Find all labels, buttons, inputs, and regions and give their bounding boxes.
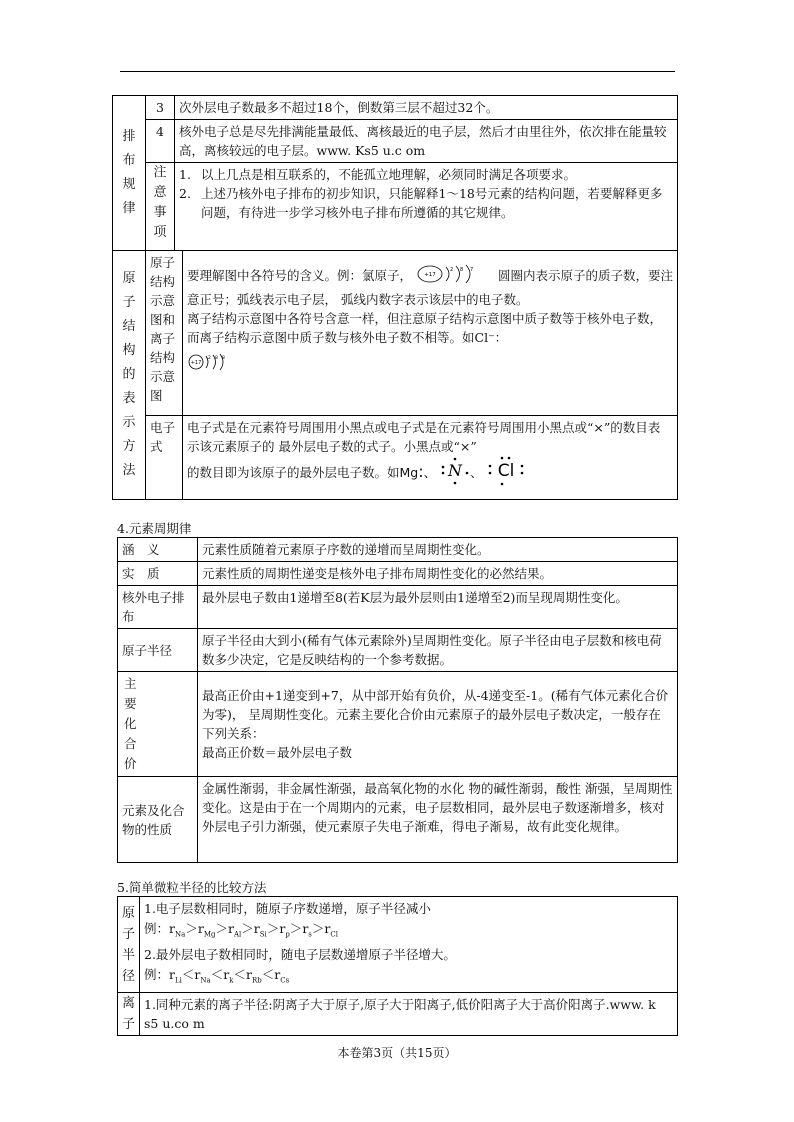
row-text: 金属性渐弱，非金属性渐强，最高氧化物的水化 物的碱性渐弱，酸性 渐强，呈周期性变化。这是由于在一个周期内的元素，电子层数相同，最外层电子数逐渐增多，核对外层电子引力渐强，使元素原子失电子渐难，得电子渐易，故有此变化规律。 [198,777,678,863]
periodic-law-table [117,537,678,863]
svg-text:7: 7 [470,267,474,273]
svg-text:8: 8 [222,356,225,361]
rule-number: 3 [146,96,175,120]
row-text: 元素性质随着元素原子序数的递增而呈周期性变化。 [198,538,678,562]
svg-text:8: 8 [215,356,218,361]
svg-text:+17: +17 [424,272,436,278]
chlorine-atom-diagram [416,263,494,290]
structure-diagram-text: 要理解图中各符号的含义。例：氯原子， +17 2 8 7 圆圈内表示原子的质子数，要注意正号；弧线表示电子层， 弧线内数字表示该层中的电子数。 离子结构示意图中各符号含意一样，但注意原子结构示意图中质子数等于核外电子数，而离子结构示意图中质子数与核外电子数不相等。如Cl⁻： +17 2 8 8 [183,251,678,416]
row-label: 核外电子排布 [118,586,198,629]
ion-radius-text: 1.同种元素的离子半径:阴离子大于原子,原子大于阳离子,低价阳离子大于高价阳离子.www. k s5 u.co m [140,993,678,1036]
mg-electron-formula: Mg: [399,462,424,481]
atomic-radius-label: 原 子 半 径 [118,897,140,993]
page-footer: 本卷第3页（共15页） [337,1046,457,1060]
header-rule [120,71,675,72]
electron-formula-text: 电子式是在元素符号周围用小黑点或电子式是在元素符号周围用小黑点或“×”的数目表 示该元素原子的 最外层电子数的式子。小黑点或“×” 的数目即为该原子的最外层电子数。如Mg:、 N 、 Cl [183,416,678,500]
svg-text:2: 2 [208,356,211,361]
rule-text: 核外电子总是尽先排满能量最低、离核最近的电子层，然后才由里往外，依次排在能量较高，离核较远的电子层。www. Ks5 u.c om [175,120,678,163]
ion-radius-label: 离 子 [118,993,140,1036]
rule-text: 次外层电子数最多不超过18个，倒数第三层不超过32个。 [175,96,678,120]
atomic-radius-text: 1.电子层数相同时，随原子序数递增，原子半径减小 例：$r_{Na}>r_{Mg}>r_{Al}>r_{Si}>r_p>r_s>r_{Cl}$ 2.最外层电子数相同时，随电子层数递增原子半径增大。 例：$r_{Li}<r_{Na}<r_k<r_{Rb}<r_{Cs}$ [140,897,678,993]
n-electron-formula [440,456,470,491]
section-4-title: 4.元素周期律 [117,521,192,536]
atomic-structure-table [112,95,678,500]
note-item: 2. 上述乃核外电子排布的初步知识，只能解释1～18号元素的结构问题，若要解释更多问题，有待进一步学习核外电子排布所遵循的其它规律。 [179,186,663,220]
row-label: 原子半径 [118,629,198,672]
rule-number: 4 [146,120,175,163]
row-label: 实 质 [118,562,198,586]
structure-diagram-label: 原子结构示意图和离子结构示意图 [146,251,183,416]
row-label: 元素及化合物的性质 [118,777,198,863]
valence-label: 主 要 化 合 价 [118,672,198,777]
row-label: 涵 义 [118,538,198,562]
row-text: 最外层电子数由1递增至8(若K层为最外层则由1递增至2)而呈现周期性变化。 [198,586,678,629]
svg-text:N: N [448,461,463,480]
row-text: 最高正价由+1递变到+7，从中部开始有负价，从-4递变至-1。(稀有气体元素化合价为零)， 呈周期性变化。元素主要化合价由元素原子的最外层电子数决定，一般存在下列关系： 最高正价数＝最外层电子数 [198,672,678,777]
note-item: 1. 以上几点是相互联系的，不能孤立地理解，必须同时满足各项要求。 [179,167,577,182]
arrangement-label: 排 布 规 律 [113,96,146,251]
row-text: 元素性质的周期性递变是核外电子排布周期性变化的必然结果。 [198,562,678,586]
svg-text:+17: +17 [190,360,202,366]
chloride-ion-diagram [187,351,233,378]
section-5-title: 5.简单微粒半径的比较方法 [117,880,267,895]
cl-electron-formula [487,456,525,491]
radius-comparison-table [117,896,678,1036]
representation-label: 原 子 结 构 的 表 示 方 法 [113,251,146,500]
svg-text:8: 8 [460,267,464,273]
example-1: 例：$r_{Na}>r_{Mg}>r_{Al}>r_{Si}>r_p>r_s>r_{Cl}$ [144,921,338,939]
example-2: 例：$r_{Li}<r_{Na}<r_k<r_{Rb}<r_{Cs}$ [144,966,290,984]
electron-formula-label: 电子式 [146,416,183,500]
note-label: 注 意 事 项 [146,163,175,251]
svg-text:2: 2 [450,267,454,273]
row-text: 原子半径由大到小(稀有气体元素除外)呈周期性变化。原子半径由电子层数和核电荷数多少决定，它是反映结构的一个参考数据。 [198,629,678,672]
svg-text:Cl: Cl [497,461,514,481]
notes [175,163,678,251]
